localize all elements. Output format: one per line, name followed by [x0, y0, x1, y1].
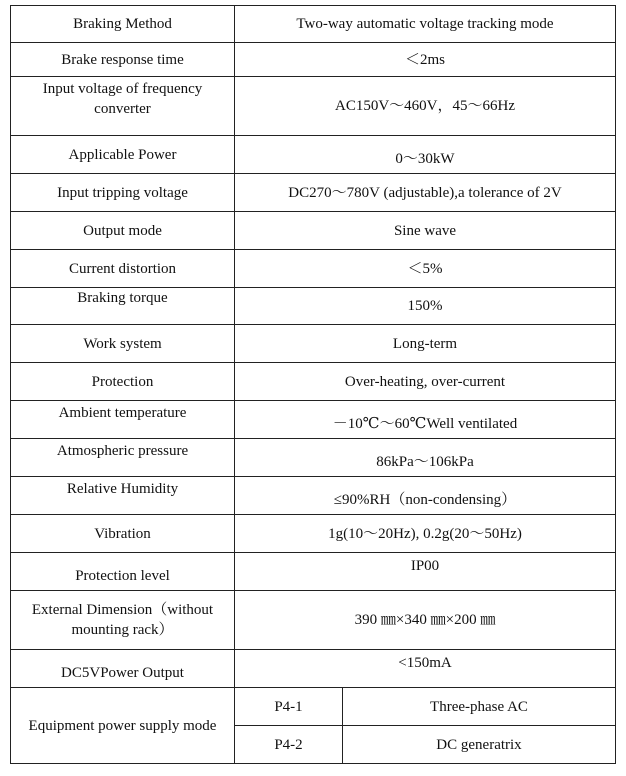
specification-table	[10, 5, 616, 764]
row-key: Input voltage of frequency converter	[11, 77, 235, 136]
row-key: Protection level	[11, 553, 235, 591]
row-key: Relative Humidity	[11, 477, 235, 515]
row-key: Atmospheric pressure	[11, 439, 235, 477]
row-value: <150mA	[235, 650, 616, 688]
power-supply-key: Equipment power supply mode	[11, 688, 235, 764]
table-row	[11, 591, 616, 650]
table-row	[11, 477, 616, 515]
row-key: Work system	[11, 325, 235, 363]
table-row	[11, 250, 616, 288]
table-row	[11, 43, 616, 77]
row-value: 86kPa～106kPa	[235, 439, 616, 477]
row-value: ≤90%RH（non-condensing）	[235, 477, 616, 515]
table-row	[11, 77, 616, 136]
row-value: 0～30kW	[235, 136, 616, 174]
row-value: 1g(10～20Hz), 0.2g(20～50Hz)	[235, 515, 616, 553]
row-value: 390 ㎜×340 ㎜×200 ㎜	[235, 591, 616, 650]
power-supply-value: Three-phase AC	[343, 688, 616, 726]
table-row	[11, 650, 616, 688]
row-value: －10℃～60℃Well ventilated	[235, 401, 616, 439]
row-value: AC150V～460V，45～66Hz	[235, 77, 616, 136]
row-key: Ambient temperature	[11, 401, 235, 439]
row-key: Output mode	[11, 212, 235, 250]
row-key: Braking torque	[11, 288, 235, 325]
row-value: Sine wave	[235, 212, 616, 250]
row-key: External Dimension（without mounting rack）	[11, 591, 235, 650]
row-key: Current distortion	[11, 250, 235, 288]
table-row	[11, 439, 616, 477]
table-row	[11, 515, 616, 553]
row-key: DC5VPower Output	[11, 650, 235, 688]
table-row	[11, 401, 616, 439]
power-supply-value: DC generatrix	[343, 726, 616, 764]
table-row	[11, 174, 616, 212]
row-key: Braking Method	[11, 6, 235, 43]
row-value: ＜2ms	[235, 43, 616, 77]
table-row	[11, 136, 616, 174]
row-key: Input tripping voltage	[11, 174, 235, 212]
table-row	[11, 288, 616, 325]
row-value: Over-heating, over-current	[235, 363, 616, 401]
row-value: DC270～780V (adjustable),a tolerance of 2V	[235, 174, 616, 212]
table-row	[11, 6, 616, 43]
table-row	[11, 212, 616, 250]
row-key: Applicable Power	[11, 136, 235, 174]
row-value: ＜5%	[235, 250, 616, 288]
row-value: Two-way automatic voltage tracking mode	[235, 6, 616, 43]
row-value: Long-term	[235, 325, 616, 363]
table-row	[11, 688, 616, 726]
row-value: IP00	[235, 553, 616, 591]
table-row	[11, 363, 616, 401]
power-supply-code: P4-1	[235, 688, 343, 726]
table-row	[11, 325, 616, 363]
row-key: Brake response time	[11, 43, 235, 77]
power-supply-code: P4-2	[235, 726, 343, 764]
row-key: Protection	[11, 363, 235, 401]
table-row	[11, 553, 616, 591]
row-value: 150%	[235, 288, 616, 325]
row-key: Vibration	[11, 515, 235, 553]
